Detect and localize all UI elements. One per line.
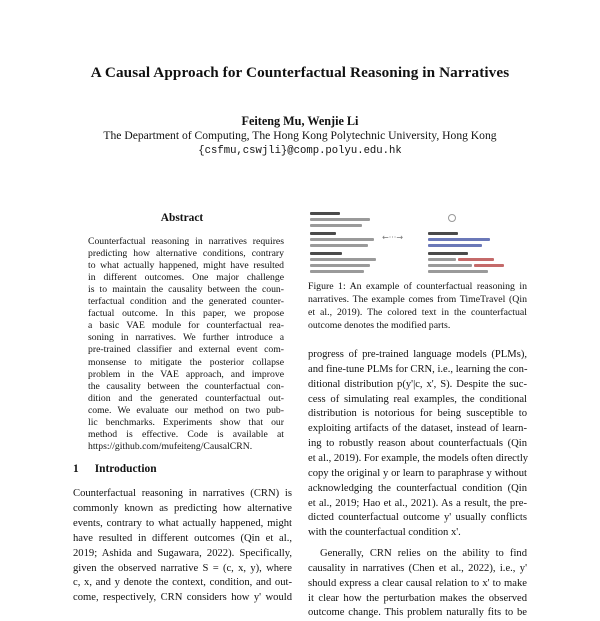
- abstract-line: soning in narratives. We further introduce a: [88, 332, 284, 344]
- body-text-line: Generally, CRN relies on the ability to find: [320, 548, 527, 560]
- body-text-line: commonly known as predicting how alternative: [73, 502, 292, 514]
- body-text-line: cess of simulating real examples, the conditional: [308, 393, 527, 405]
- abstract-line: the causality between the counterfactual con-: [88, 380, 284, 392]
- paper-title: A Causal Approach for Counterfactual Reasoning in Narratives: [90, 64, 510, 81]
- abstract-line: monsense to mitigate the posterior collapse: [88, 356, 284, 368]
- abstract-line: terfactual condition and the generated counter-: [88, 296, 284, 308]
- author-affiliation: The Department of Computing, The Hong Kong Polytechnic University, Hong Kong: [103, 129, 497, 142]
- body-text-line: have resulted in different outcomes (Qin et al.,: [73, 532, 292, 544]
- section-heading: [73, 463, 157, 475]
- caption-line: Figure 1: An example of counterfactual reasoning in: [308, 281, 527, 292]
- body-text-line: outcome change. This problem naturally fits to be: [308, 607, 527, 619]
- body-text-line: ing to robustly reason about counterfactuals (Qin: [308, 438, 527, 450]
- abstract-line: dition and the generated counterfactual out-: [88, 392, 284, 404]
- caption-line: narratives. The example comes from TimeTravel (Qin: [308, 294, 527, 305]
- body-text-line: Counterfactual reasoning in narratives (CRN) is: [73, 488, 292, 499]
- section-number: 1: [73, 463, 79, 475]
- abstract-line: to what actually happened, might have resulted: [88, 260, 284, 272]
- body-text-line: 2019; Ashida and Sugawara, 2022). Specifically,: [73, 547, 292, 559]
- figure-1-image: ←···→: [308, 208, 527, 274]
- body-text-line: and fine-tune PLMs for CRN, i.e., learning the con-: [308, 363, 528, 375]
- caption-line: outcome denotes the modified parts.: [308, 320, 451, 331]
- paper-authors: Feiteng Mu, Wenjie Li: [241, 114, 359, 128]
- body-text-line: dicted counterfactual outcome y' usually conflicts: [308, 512, 527, 524]
- body-text-line: progress of pre-trained language models (PLMs),: [308, 349, 527, 360]
- body-text-line: causality in narratives (Chen et al., 2022), i.e., y': [308, 562, 527, 574]
- body-text-line: acknowledging the counterfactual condition (Qin: [308, 482, 527, 494]
- abstract-line: method is effective. Code is available at: [88, 428, 284, 440]
- caption-line: et al., 2019). The colored text in the counterfactual: [308, 307, 527, 318]
- abstract-line: a basic VAE module for counterfactual rea-: [88, 320, 284, 332]
- author-email: {csfmu,cswjli}@comp.polyu.edu.hk: [198, 145, 402, 157]
- abstract-line: predicting how alternative conditions, contrary: [88, 248, 284, 260]
- body-text-line: it clear how the perturbation makes the observed: [308, 592, 527, 604]
- abstract-line: in different outcomes. One major challenge: [88, 272, 284, 284]
- section-title: Introduction: [94, 463, 157, 475]
- body-text-line: come, respectively, CRN considers how y' would: [73, 592, 292, 604]
- body-text-line: exploiting artifacts of the dataset, instead of learn-: [308, 423, 527, 435]
- body-text-line: distribution is notorious for being susceptible to: [308, 408, 527, 420]
- abstract-line: lic benchmarks. Experiments show that our: [88, 416, 284, 428]
- body-text-line: c, x, and y denote the context, condition, and out-: [73, 577, 292, 589]
- body-text-line: et al., 2019; Hao et al., 2021). As a result, the pre-: [308, 497, 527, 509]
- abstract-line: problem in the VAE approach, and improve: [88, 368, 284, 380]
- abstract-line: come. We evaluate our method on two pub-: [88, 404, 284, 416]
- abstract-line: factual outcome. In this paper, we propose: [88, 308, 284, 320]
- abstract-line: is to maintain the causality between the coun-: [88, 284, 284, 296]
- body-text-line: copy the original y or learn to paraphrase y without: [308, 467, 527, 479]
- abstract-line: pre-trained classifier and external event com-: [88, 344, 284, 356]
- abstract-line: https://github.com/mufeiteng/CausalCRN.: [88, 440, 253, 452]
- body-text-line: given the observed narrative S = (c, x, y), where: [73, 562, 292, 574]
- abstract-line: Counterfactual reasoning in narratives requires: [88, 236, 284, 247]
- body-text-line: et al., 2019). For example, the models often directly: [308, 452, 529, 464]
- body-text-line: should express a clear causal relation to x' to make: [308, 577, 527, 589]
- abstract-heading: Abstract: [160, 212, 204, 224]
- body-text-line: events, contrary to what actually happened, might: [73, 517, 292, 529]
- body-text-line: with the counterfactual condition x'.: [308, 527, 461, 539]
- body-text-line: ditional distribution p(y'|c, x', S). Despite the suc-: [308, 378, 527, 390]
